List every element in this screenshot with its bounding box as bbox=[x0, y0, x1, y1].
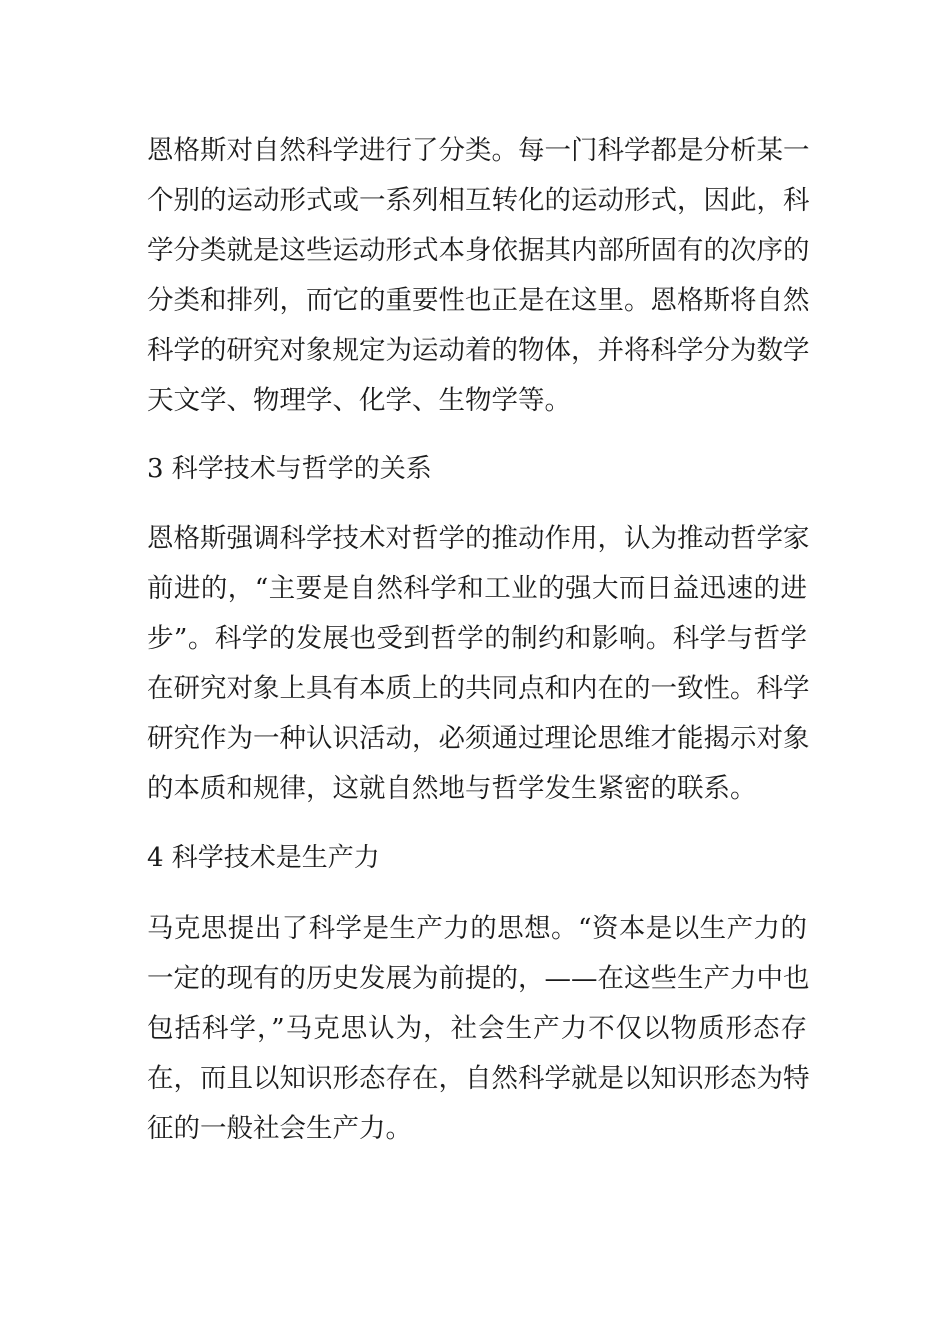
paragraph-science-and-philosophy bbox=[147, 514, 810, 814]
paragraph-line: 一定的现有的历史发展为前提的，——在这些生产力中也 bbox=[147, 963, 810, 994]
paragraph-line: 学分类就是这些运动形式本身依据其内部所固有的次序的 bbox=[147, 235, 810, 266]
paragraph-line: 包括科学，”马克思认为，社会生产力不仅以物质形态存 bbox=[147, 1013, 807, 1044]
paragraph-line: 的本质和规律，这就自然地与哲学发生紧密的联系。 bbox=[147, 773, 757, 804]
paragraph-classification-of-science bbox=[147, 126, 810, 426]
paragraph-line: 天文学、物理学、化学、生物学等。 bbox=[147, 385, 571, 416]
paragraph-line: 马克思提出了科学是生产力的思想。“资本是以生产力的 bbox=[147, 913, 807, 944]
section-heading-3: 3 科学技术与哲学的关系 bbox=[147, 454, 432, 484]
paragraph-line: 个别的运动形式或一系列相互转化的运动形式，因此，科 bbox=[147, 185, 810, 216]
paragraph-line: 在，而且以知识形态存在，自然科学就是以知识形态为特 bbox=[147, 1063, 810, 1094]
paragraph-line: 步”。科学的发展也受到哲学的制约和影响。科学与哲学 bbox=[147, 623, 807, 654]
paragraph-line: 征的一般社会生产力。 bbox=[147, 1113, 412, 1144]
paragraph-line: 前进的，“主要是自然科学和工业的强大而日益迅速的进 bbox=[147, 573, 807, 604]
paragraph-line: 科学的研究对象规定为运动着的物体，并将科学分为数学 bbox=[147, 335, 810, 366]
paragraph-science-as-productive-force bbox=[147, 904, 810, 1154]
paragraph-line: 恩格斯对自然科学进行了分类。每一门科学都是分析某一 bbox=[147, 135, 810, 166]
paragraph-line: 在研究对象上具有本质上的共同点和内在的一致性。科学 bbox=[147, 673, 810, 704]
paragraph-line: 恩格斯强调科学技术对哲学的推动作用，认为推动哲学家 bbox=[147, 523, 810, 554]
paragraph-line: 研究作为一种认识活动，必须通过理论思维才能揭示对象 bbox=[147, 723, 810, 754]
paragraph-line: 分类和排列，而它的重要性也正是在这里。恩格斯将自然 bbox=[147, 285, 810, 316]
section-heading-4: 4 科学技术是生产力 bbox=[147, 843, 380, 873]
